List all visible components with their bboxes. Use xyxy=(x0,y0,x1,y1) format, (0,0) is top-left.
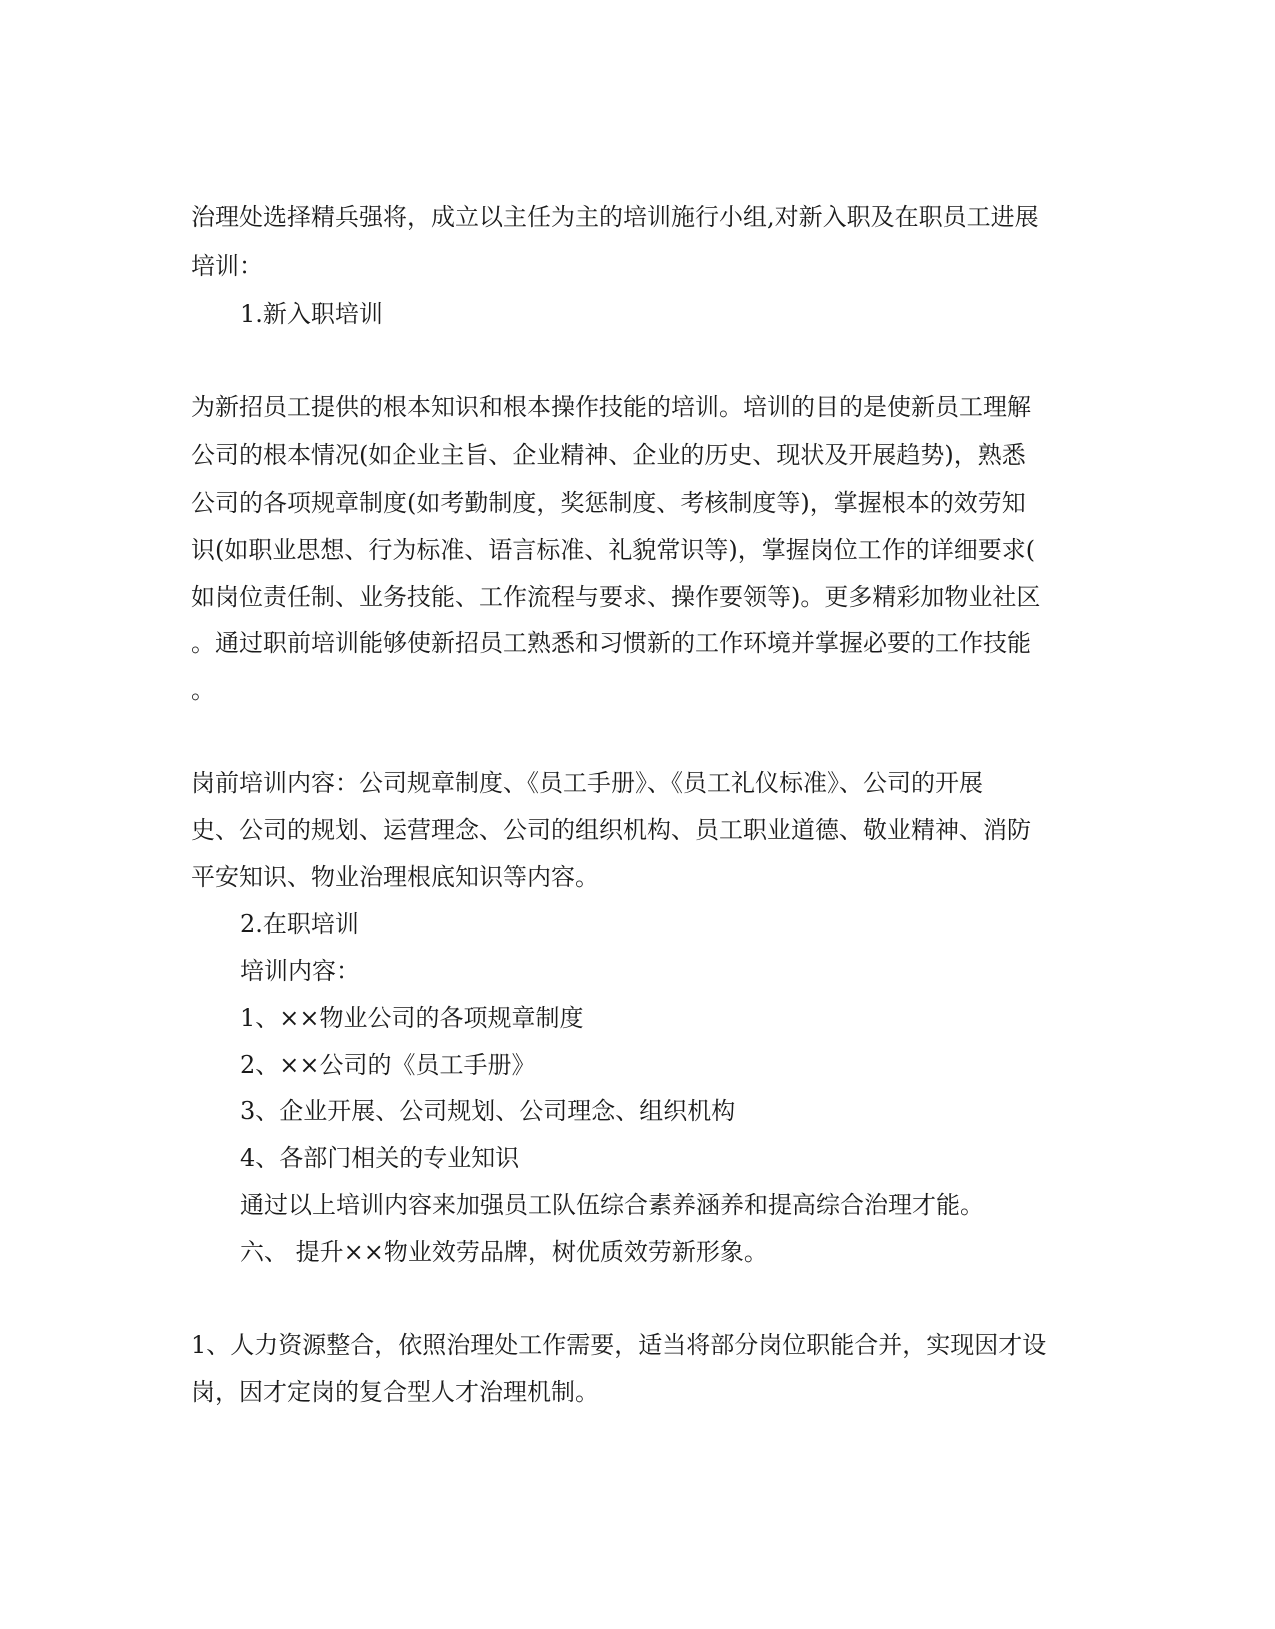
paragraph-new-hire-line-2: 公司的根本情况(如企业主旨、企业精神、企业的历史、现状及开展趋势)，熟悉 xyxy=(191,441,1026,469)
paragraph-new-hire-line-3: 公司的各项规章制度(如考勤制度，奖惩制度、考核制度等)，掌握根本的效劳知 xyxy=(191,489,1026,517)
paragraph-pre-job-line-1: 岗前培训内容：公司规章制度、《员工手册》、《员工礼仪标准》、公司的开展 xyxy=(191,769,983,797)
paragraph-hr-line-1: 1、人力资源整合，依照治理处工作需要，适当将部分岗位职能合并，实现因才设 xyxy=(191,1331,1047,1359)
list-item-3: 3、企业开展、公司规划、公司理念、组织机构 xyxy=(240,1097,736,1125)
list-item-4: 4、各部门相关的专业知识 xyxy=(240,1144,520,1172)
list-item-2: 2、××公司的《员工手册》 xyxy=(240,1051,536,1079)
paragraph-new-hire-line-1: 为新招员工提供的根本知识和根本操作技能的培训。培训的目的是使新员工理解 xyxy=(191,393,1031,421)
summary-line: 通过以上培训内容来加强员工队伍综合素养涵养和提高综合治理才能。 xyxy=(240,1191,984,1219)
paragraph-intro-line-1: 治理处选择精兵强将，成立以主任为主的培训施行小组,对新入职及在职员工进展 xyxy=(191,203,1039,231)
section-heading-six: 六、 提升××物业效劳品牌，树优质效劳新形象。 xyxy=(240,1238,768,1266)
paragraph-new-hire-line-5: 如岗位责任制、业务技能、工作流程与要求、操作要领等)。更多精彩加物业社区 xyxy=(191,583,1041,611)
section-heading-on-job-training: 2.在职培训 xyxy=(240,910,359,938)
paragraph-pre-job-line-3: 平安知识、物业治理根底知识等内容。 xyxy=(191,863,599,891)
paragraph-hr-line-2: 岗，因才定岗的复合型人才治理机制。 xyxy=(191,1378,599,1406)
paragraph-pre-job-line-2: 史、公司的规划、运营理念、公司的组织机构、员工职业道德、敬业精神、消防 xyxy=(191,816,1031,844)
section-heading-new-hire-training: 1.新入职培训 xyxy=(240,300,383,328)
paragraph-new-hire-line-6: 。通过职前培训能够使新招员工熟悉和习惯新的工作环境并掌握必要的工作技能 xyxy=(191,629,1031,657)
list-item-1: 1、××物业公司的各项规章制度 xyxy=(240,1004,584,1032)
paragraph-intro-line-2: 培训： xyxy=(191,252,263,280)
paragraph-new-hire-line-4: 识(如职业思想、行为标准、语言标准、礼貌常识等)，掌握岗位工作的详细要求( xyxy=(191,536,1036,564)
paragraph-new-hire-line-7: 。 xyxy=(191,676,215,704)
training-content-label: 培训内容： xyxy=(240,957,360,985)
